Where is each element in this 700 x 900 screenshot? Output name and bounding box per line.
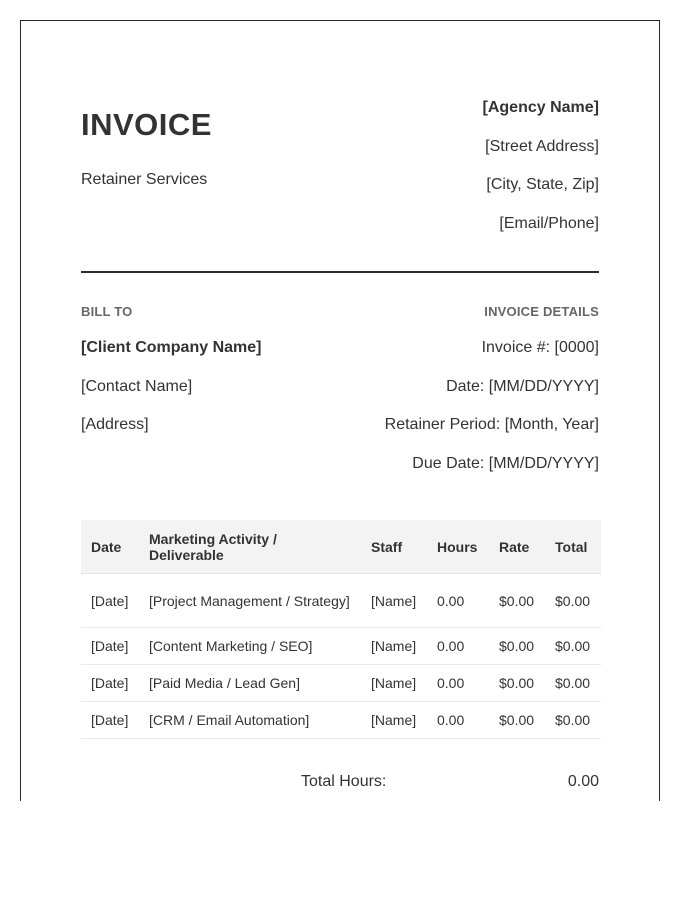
cell-date: [Date]	[81, 574, 139, 628]
invoice-page	[20, 20, 660, 801]
agency-street: [Street Address]	[485, 137, 599, 155]
table-header	[81, 520, 601, 574]
cell-activity: [Project Management / Strategy]	[139, 574, 361, 628]
cell-date: [Date]	[81, 628, 139, 665]
cell-rate: $0.00	[489, 702, 545, 739]
cell-date: [Date]	[81, 702, 139, 739]
client-contact-name: [Contact Name]	[81, 377, 193, 395]
cell-rate: $0.00	[489, 665, 545, 702]
due-date: Due Date: [MM/DD/YYYY]	[412, 454, 599, 472]
header-total: Total	[545, 520, 601, 574]
agency-contact: [Email/Phone]	[499, 214, 599, 232]
agency-block	[483, 98, 599, 252]
cell-activity: [CRM / Email Automation]	[139, 702, 361, 739]
cell-total: $0.00	[545, 628, 601, 665]
header-hours: Hours	[427, 520, 489, 574]
retainer-period: Retainer Period: [Month, Year]	[384, 416, 599, 433]
cell-hours: 0.00	[427, 702, 489, 739]
cell-staff: [Name]	[361, 665, 427, 702]
invoice-details-block	[385, 338, 599, 492]
cell-rate: $0.00	[489, 574, 545, 628]
cell-activity: [Content Marketing / SEO]	[139, 628, 361, 665]
invoice-title: INVOICE	[81, 107, 212, 142]
client-address: [Address]	[81, 416, 149, 433]
cell-rate: $0.00	[489, 628, 545, 665]
total-hours-label: Total Hours:	[301, 773, 387, 790]
cell-hours: 0.00	[427, 665, 489, 702]
table-body	[81, 574, 601, 739]
table-row	[81, 574, 601, 628]
header-activity: Marketing Activity / Deliverable	[139, 520, 361, 574]
invoice-subtitle: Retainer Services	[81, 171, 208, 188]
line-items-table	[81, 520, 601, 739]
header-rate: Rate	[489, 520, 545, 574]
cell-total: $0.00	[545, 574, 601, 628]
cell-staff: [Name]	[361, 628, 427, 665]
header-staff: Staff	[361, 520, 427, 574]
header-divider	[81, 271, 599, 273]
cell-total: $0.00	[545, 702, 601, 739]
bill-to-block	[81, 338, 261, 454]
agency-city: [City, State, Zip]	[486, 176, 599, 193]
invoice-details-label: INVOICE DETAILS	[484, 304, 599, 319]
header-date: Date	[81, 520, 139, 574]
cell-activity: [Paid Media / Lead Gen]	[139, 665, 361, 702]
table-row	[81, 702, 601, 739]
cell-total: $0.00	[545, 665, 601, 702]
cell-hours: 0.00	[427, 628, 489, 665]
table-row	[81, 665, 601, 702]
invoice-number: Invoice #: [0000]	[481, 339, 599, 356]
client-company-name: [Client Company Name]	[81, 339, 262, 356]
invoice-date: Date: [MM/DD/YYYY]	[446, 377, 599, 395]
cell-staff: [Name]	[361, 702, 427, 739]
table-row	[81, 628, 601, 665]
total-hours-value: 0.00	[567, 773, 599, 790]
table-header-row	[81, 520, 601, 574]
cell-staff: [Name]	[361, 574, 427, 628]
bill-to-label: BILL TO	[81, 304, 133, 319]
cell-date: [Date]	[81, 665, 139, 702]
cell-hours: 0.00	[427, 574, 489, 628]
agency-name: [Agency Name]	[482, 99, 599, 116]
